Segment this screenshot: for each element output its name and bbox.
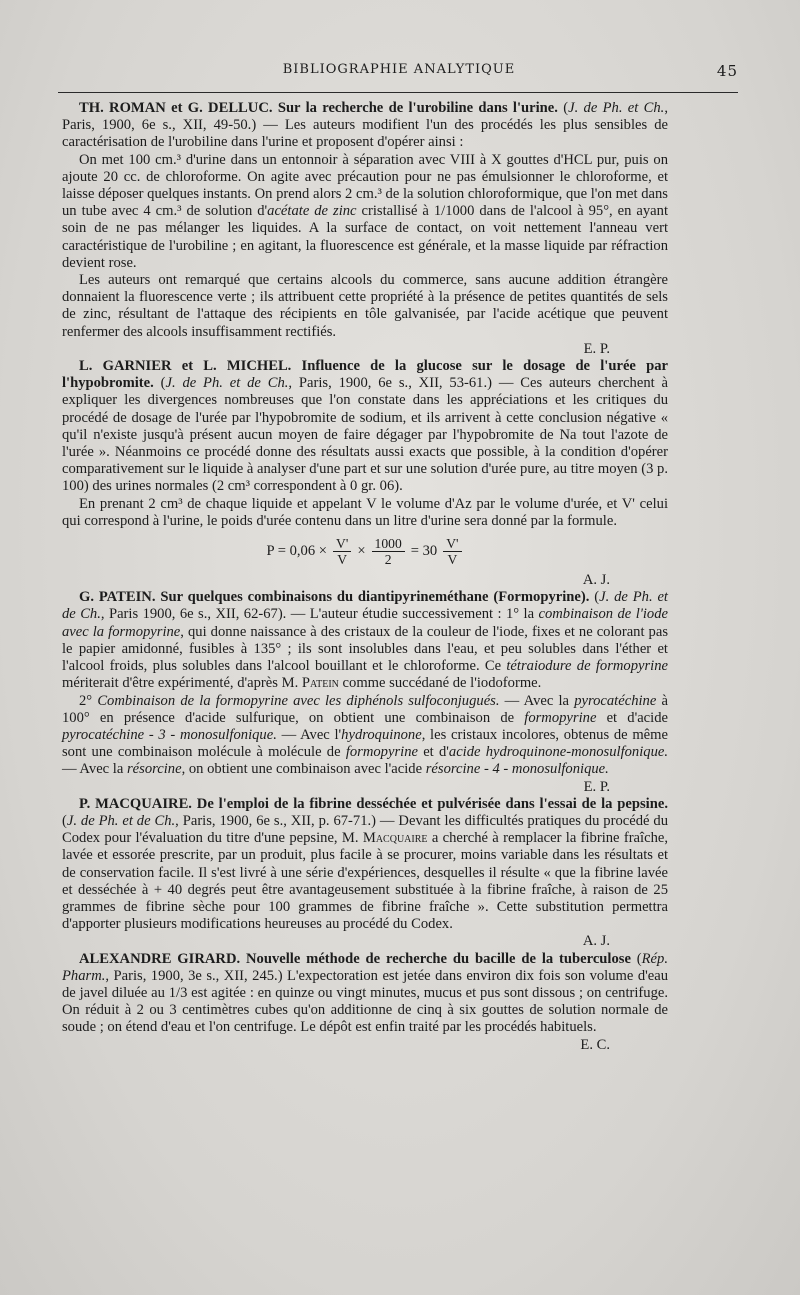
text-run: — Avec la [499, 692, 575, 709]
formula [62, 536, 668, 570]
article-patein [62, 589, 668, 692]
italic-term: tétraiodure de formopyrine [506, 658, 668, 675]
text-run: — Avec la [62, 761, 127, 778]
italic-term: combinaison de l'iode avec la formopyrine [62, 606, 668, 640]
article-macquaire [62, 796, 668, 934]
italic-term: acétate de zinc [267, 203, 357, 220]
fraction-numerator: V' [333, 536, 351, 552]
article-garnier-michel [62, 358, 668, 496]
article-girard [62, 951, 668, 1037]
citation-text: , Paris, 1900, 6e s., XII, 49-50.) — Les auteurs modifient l'un des procédés les plus sensibles de caractérisation de l'urobiline dans l'urine et proposent d'opérer ainsi : [62, 100, 668, 151]
fraction [372, 536, 405, 567]
article-authors: ALEXANDRE GIRARD. [79, 950, 241, 967]
citation-text: , Paris 1900, 6e s., XII, 62-67). — L'auteur étudie successivement : 1° la [100, 606, 539, 623]
article-title: De l'emploi de la fibrine desséchée et pulvérisée dans l'essai de la pepsine. [196, 795, 668, 812]
text-run: et d' [417, 744, 449, 761]
citation-text: , Paris, 1900, 6e s., XII, p. 67-71.) — Devant les difficultés pratiques du procédé du Codex pour l'évaluation du titre d'une pepsine, [62, 812, 668, 847]
signature: E. P. [583, 778, 610, 795]
fraction-numerator: 1000 [372, 536, 405, 552]
text-run: — Avec l' [276, 726, 342, 743]
article-authors: L. GARNIER et L. MICHEL. [79, 358, 292, 375]
formula-lhs: P = 0,06 × [266, 542, 328, 559]
formula-operator: × [357, 542, 366, 559]
article-title: Nouvelle méthode de recherche du bacille de la tuberculose [246, 950, 631, 967]
text-run: à 100° en présence d'acide sulfurique, on obtient une combinaison de [62, 692, 668, 726]
citation-text: , Paris, 1900, 6e s., XII, 53-61.) — Ces auteurs cherchent à expliquer les divergences nombreuses que l'on constate dans les appréciations et les critiques du procédé de dosage de l'urée par l'hypobromite de sodium, et ils arrivent à cette conclusion négative « qu'il n'existe jusqu'à présent aucun moyen de faire dégager par l'hypobromite de Na tout l'azote de l'urée ». Néanmoins ce procédé donne des résultats aussi exacts que possible, à la condition d'opérer comparativement sur le liquide à analyser d'une part et sur une solution d'urée pure, au titre moyen (3 p. 100) des urines normales (2 cm³ correspondent à 0 gr. 06). [62, 375, 668, 495]
text-run: a cherché à remplacer la fibrine fraîche, lavée et essorée prescrite, par un produit, plus facile à se procurer, moins variable dans les résultats et de conservation facile. Il s'est livré à une série d'expériences, desquelles il résulte « que la fibrine lavée et desséchée à + 40 degrés peut être avantageusement substituée à la fibrine fraîche, à raison de 25 grammes de fibrine sèche pour 100 grammes de fibrine fraîche ». Cette substitution permettra d'apporter plusieurs modifications heureuses au procédé du Codex. [62, 830, 668, 933]
formula-result: = 30 [410, 542, 438, 559]
text-run: , qui donne naissance à des cristaux de la couleur de l'iode, fixes et ne colorant pas le papier amidonné, fusibles à 135° ; ils sont insolubles dans l'eau, et peu solubles dans l'éther et l'alcool froids, plus solubles dans l'alcool bouillant et le chloroforme. Ce [62, 623, 669, 675]
citation-text: , Paris, 1900, 3e s., XII, 245.) L'expectoration est jetée dans environ dix fois son volume d'eau de javel diluée au 1/3 est agitée : en quinze ou vingt minutes, mucus et pus sont dissous ; on centrifuge. On réduit à 2 ou 3 centimètres cubes qu'on additionne de cinq à six gouttes de solution normale de soude ; on étend d'eau et l'on centrifuge. Le dépôt est enfin traité par les procédés habituels. [62, 967, 668, 1036]
paragraph [62, 152, 668, 272]
text-run: et d'acide [596, 709, 668, 726]
italic-term: hydroquinone [341, 726, 422, 743]
journal-name: J. de Ph. et de Ch. [62, 589, 668, 623]
fraction-denominator: V [447, 552, 458, 568]
header-rule [58, 92, 738, 93]
signature: E. P. [583, 340, 610, 357]
italic-term: résorcine - 4 - monosulfonique. [425, 761, 609, 778]
fraction [443, 536, 461, 567]
running-title: BIBLIOGRAPHIE ANALYTIQUE [282, 62, 516, 77]
paragraph: En prenant 2 cm³ de chaque liquide et appelant V le volume d'Az par le volume d'urée, et V' celui qui correspond à l'urine, le poids d'urée contenu dans un litre d'urine sera donné par la formule. [62, 495, 668, 529]
article-title: Sur la recherche de l'urobiline dans l'urine. [277, 100, 558, 116]
article-authors: TH. ROMAN et G. DELLUC. [79, 100, 273, 116]
journal-name: J. de Ph. et de Ch. [66, 812, 176, 829]
citation-prefix: ( [62, 812, 67, 829]
article-title: Sur quelques combinaisons du diantipyrineméthane (Formopyrine). [160, 589, 590, 606]
text-run: comme succédané de l'iodoforme. [338, 675, 542, 692]
fraction-denominator: 2 [384, 552, 392, 568]
running-header [60, 62, 738, 84]
article-roman-delluc [62, 100, 668, 152]
signature: A. J. [582, 572, 610, 589]
fraction [333, 536, 351, 567]
italic-term: formopyrine [345, 744, 418, 761]
paragraph: Les auteurs ont remarqué que certains alcools du commerce, sans aucune addition étrangère donnaient la fluorescence verte ; ils attribuent cette propriété à la présence de petites quantités de sels de zinc, résultant de l'attaque des récipients en tôle galvanisée, par l'acide acétique que peuvent renfermer des alcools insuffisamment rectifiés. [62, 272, 668, 340]
citation-prefix: ( [594, 589, 600, 606]
fraction-numerator: V' [443, 536, 461, 552]
author-mention: M. Patein [281, 675, 339, 692]
text-run: , on obtient une combinaison avec l'acide [181, 761, 426, 778]
citation-prefix: ( [160, 375, 166, 392]
paragraph [62, 693, 668, 779]
signature: E. C. [580, 1036, 610, 1053]
italic-term: Combinaison de la formopyrine avec les diphénols sulfoconjugués. [97, 692, 500, 709]
text-run: 2° [79, 692, 98, 709]
signature: A. J. [582, 933, 610, 950]
text-run: On met 100 cm.³ d'urine dans un entonnoir à séparation avec VIII à X gouttes d'HCL pur, puis on ajoute 20 cc. de chloroforme. On agite avec précaution pour ne pas émulsionner le chloroforme, et laisse déposer quelques instants. On prend alors 2 cm.³ de la solution chloroformique, que l'on met dans un tube avec 4 cm.³ de solution d' [62, 151, 668, 220]
journal-name: J. de Ph. et de Ch. [165, 375, 289, 392]
citation-prefix: ( [630, 950, 642, 967]
citation-prefix: ( [563, 100, 569, 116]
italic-term: pyrocatéchine [574, 692, 657, 709]
fraction-denominator: V [337, 552, 348, 568]
text-run: , les cristaux incolores, obtenus de même sont une combinaison molécule à molécule de [62, 726, 668, 761]
italic-term: pyrocatéchine - 3 - monosulfonique. [62, 726, 277, 743]
article-authors: P. MACQUAIRE. [79, 795, 192, 812]
article-title: Influence de la glucose sur le dosage de l'urée par l'hypobromite. [62, 358, 669, 392]
author-mention: M. Macquaire [341, 830, 428, 847]
page-number: 45 [716, 62, 738, 80]
journal-name: Rép. Pharm. [62, 950, 668, 984]
article-authors: G. PATEIN. [79, 589, 156, 606]
italic-term: acide hydroquinone-monosulfonique. [448, 744, 668, 761]
text-run: mériterait d'être expérimenté, d'après [62, 675, 282, 692]
italic-term: formopyrine [524, 709, 597, 726]
text-run: cristallisé à 1/1000 dans de l'alcool à 95°, en ayant soin de ne pas mélanger les liquides. A la surface de contact, on voit nettement l'anneau vert caractéristique de l'urobiline ; en agitant, la fluorescence est générale, et la masse liquide par réfraction devient rose. [62, 203, 669, 271]
article-list [62, 100, 668, 1054]
journal-name: J. de Ph. et Ch. [568, 100, 665, 116]
italic-term: résorcine [126, 761, 182, 778]
